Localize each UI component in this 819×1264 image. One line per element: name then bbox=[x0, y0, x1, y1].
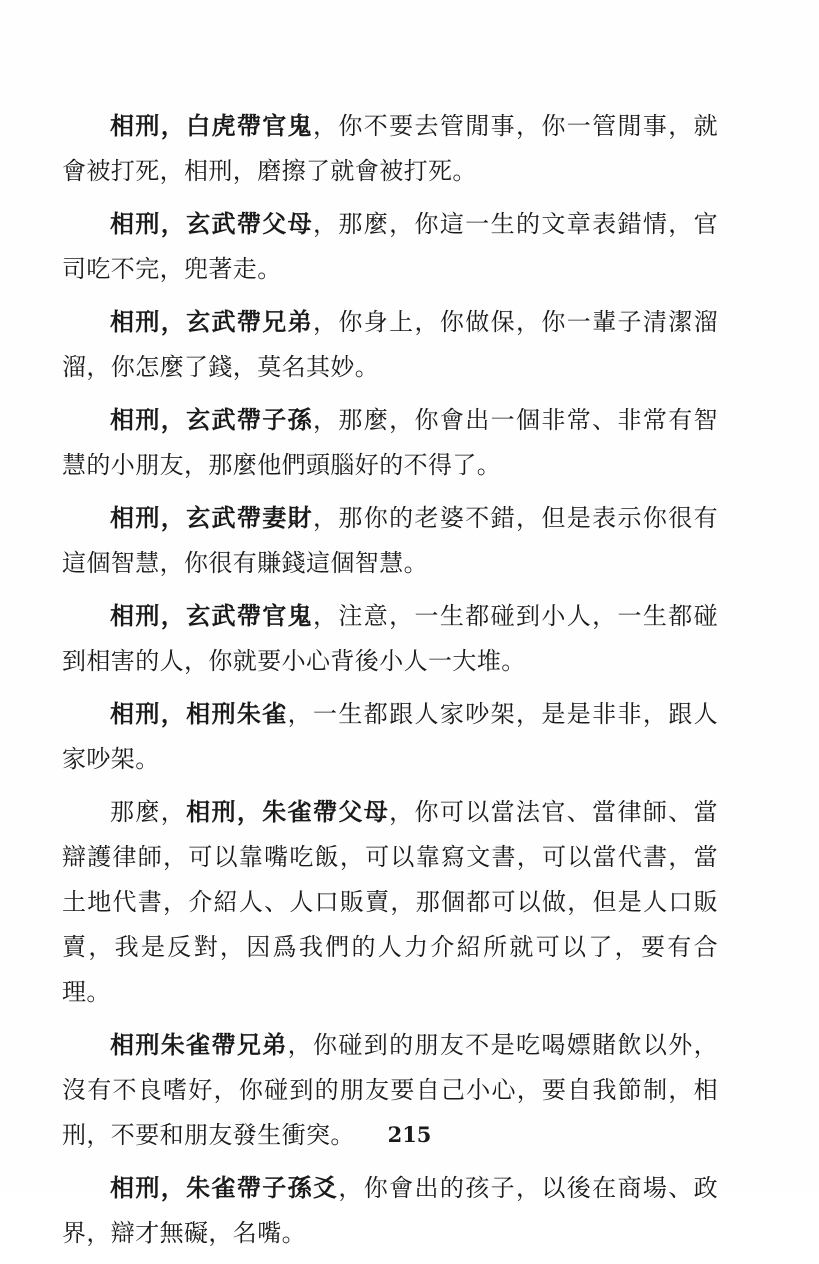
paragraph-text: ，你身上，你做保，你一輩子清潔溜溜，你怎麼了錢，莫名其妙。 bbox=[62, 308, 719, 381]
page-number: 215 bbox=[387, 1122, 432, 1147]
paragraph-heading: 相刑，白虎帶官鬼 bbox=[110, 112, 313, 140]
paragraph-heading: 相刑，朱雀帶父母 bbox=[186, 798, 390, 826]
paragraph-prefix: 那麼， bbox=[110, 798, 187, 826]
paragraph-text: ，那麼，你這一生的文章表錯情，官司吃不完，兜著走。 bbox=[62, 210, 719, 283]
paragraph-text: ，你不要去管閒事，你一管閒事，就會被打死，相刑，磨擦了就會被打死。 bbox=[62, 112, 719, 185]
paragraph-heading: 相刑，相刑朱雀 bbox=[110, 700, 288, 728]
paragraph bbox=[62, 692, 718, 782]
paragraph bbox=[62, 1166, 718, 1256]
paragraph-text: ，一生都跟人家吵架，是是非非，跟人家吵架。 bbox=[62, 700, 718, 773]
paragraph-heading: 相刑，玄武帶兄弟 bbox=[110, 308, 313, 336]
paragraph bbox=[62, 496, 718, 586]
paragraph bbox=[62, 790, 718, 1015]
paragraph-heading: 相刑，玄武帶子孫 bbox=[110, 406, 313, 434]
paragraph-text: ，你碰到的朋友不是吃喝嫖賭飲以外，沒有不良嗜好，你碰到的朋友要自己小心，要自我節制，相刑，不要和朋友發生衝突。 bbox=[62, 1031, 718, 1149]
paragraph-text: ，那你的老婆不錯，但是表示你很有這個智慧，你很有賺錢這個智慧。 bbox=[62, 504, 719, 577]
paragraph bbox=[62, 202, 718, 292]
paragraph-heading: 相刑，玄武帶官鬼 bbox=[110, 602, 313, 630]
paragraph-heading: 相刑，玄武帶父母 bbox=[110, 210, 313, 238]
paragraph bbox=[62, 104, 718, 194]
paragraph-text: ，那麼，你會出一個非常、非常有智慧的小朋友，那麼他們頭腦好的不得了。 bbox=[62, 406, 719, 479]
paragraph-text: ，注意，一生都碰到小人，一生都碰到相害的人，你就要小心背後小人一大堆。 bbox=[62, 602, 719, 675]
paragraph-text: ，你會出的孩子，以後在商場、政界，辯才無礙，名嘴。 bbox=[62, 1174, 719, 1247]
page-body bbox=[62, 104, 718, 1264]
paragraph-heading: 相刑，玄武帶妻財 bbox=[110, 504, 313, 532]
paragraph bbox=[62, 300, 718, 390]
paragraph-heading: 相刑朱雀帶兄弟 bbox=[110, 1031, 288, 1059]
paragraph bbox=[62, 398, 718, 488]
paragraph-heading: 相刑，朱雀帶子孫爻 bbox=[110, 1174, 339, 1202]
paragraph-text: ，你可以當法官、當律師、當辯護律師，可以靠嘴吃飯，可以靠寫文書，可以當代書，當土地代書，介紹人、人口販賣，那個都可以做，但是人口販賣，我是反對，因爲我們的人力介紹所就可以了，要有合理。 bbox=[62, 798, 719, 1006]
paragraph bbox=[62, 594, 718, 684]
